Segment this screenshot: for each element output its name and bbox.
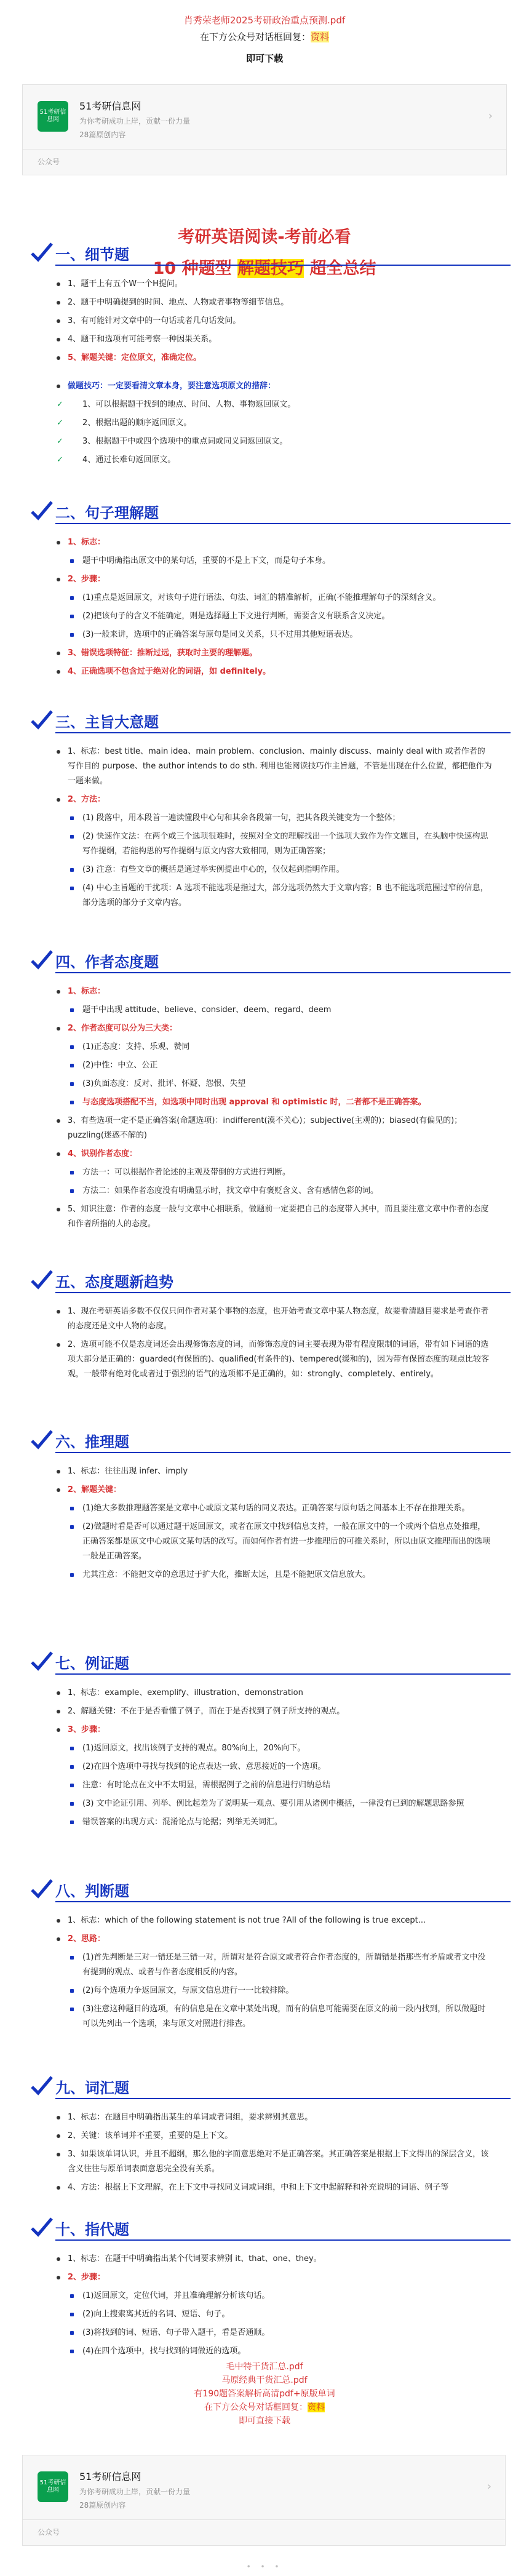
check-mark-icon <box>30 1267 54 1292</box>
list-item: (2)在四个选项中寻找与找到的论点表达一致、意思接近的一个选项。 <box>53 1760 492 1774</box>
list-item: 4、正确选项不包含过于绝对化的词语，如 definitely。 <box>53 664 492 679</box>
list-item: (2) 快速作文法：在两个或三个选项很难时，按照对全文的理解找出一个选项大致作为作文题目，在头脑中快速构思写作提纲，若能构思的写作提纲与原文内容大致相同，则为正确答案； <box>53 829 492 859</box>
check-mark-icon <box>30 947 54 972</box>
account-desc: 为你考研成功上岸，贡献一份力量 <box>79 117 191 126</box>
list-item: 2、选项可能不仅是态度词还会出现修饰态度的词，而修饰态度的词主要表现为带有程度限制的词语，带有如下词语的选项大部分是正确的：guarded(有保留的)、qualified(有条件的)、tempered(缓和的)，因为带有保留态度的观点比较客观，一般带有绝对化或者过于强烈的语气的选项都不是正确的，如：strongly、completely、entirely。 <box>53 1338 492 1382</box>
section-items <box>53 277 492 468</box>
list-item: 题干中明确指出原文中的某句话，重要的不是上下文，而是句子本身。 <box>53 554 492 568</box>
section-attitude <box>0 947 529 1235</box>
list-item: 2、方法： <box>53 792 492 807</box>
account-name: 51考研信息网 <box>79 100 141 112</box>
section-items <box>53 1686 492 1830</box>
chevron-right-icon: › <box>487 2480 491 2493</box>
chevron-right-icon: › <box>488 110 493 122</box>
list-item: 方法二：如果作者态度没有明确显示时，找文章中有褒贬含义、含有感情色彩的词。 <box>53 1184 492 1198</box>
tip-checklist <box>53 397 492 468</box>
check-mark-icon <box>30 1649 54 1673</box>
section-heading <box>30 2073 529 2098</box>
section-title: 一、细节题 <box>55 246 129 263</box>
account-name: 51考研信息网 <box>79 2471 141 2482</box>
list-item: 1、标志：which of the following statement is not true ?All of the following is true except... <box>53 1913 492 1928</box>
list-item: 1、题干上有五个W一个H提问。 <box>53 277 492 292</box>
list-item: 3、步骤： <box>53 1723 492 1737</box>
footer-download-text: 即可直接下载 <box>239 2416 290 2426</box>
list-item: 3、有些选项一定不是正确答案(命题选项)：indifferent(漠不关心)；subjective(主观的)；biased(有偏见的)；puzzling(迷惑不解的) <box>53 1114 492 1143</box>
section-underline <box>55 523 511 524</box>
check-icon: ✓ <box>57 437 63 446</box>
list-item: 2、作者态度可以分为三大类： <box>53 1021 492 1036</box>
section-title: 五、态度题新趋势 <box>55 1274 173 1291</box>
list-item: 2、解题关键： <box>53 1483 492 1497</box>
account-count: 28篇原创内容 <box>79 130 126 139</box>
section-inference <box>0 1427 529 1586</box>
section-heading <box>30 947 529 972</box>
list-item: (1)正态度：支持、乐观、赞同 <box>53 1040 492 1055</box>
title-part-c: 超全总结 <box>309 259 376 278</box>
section-title: 十、指代题 <box>55 2221 129 2238</box>
account-logo: 51考研信息网 <box>38 2471 68 2502</box>
account-desc: 为你考研成功上岸，贡献一份力量 <box>79 2487 191 2496</box>
list-item: (1)绝大多数推理题答案是文章中心或原文某句话的同义表达。正确答案与原句话之间基本上不存在推理关系。 <box>53 1501 492 1516</box>
list-item: (2)把该句子的含义不能确定，则是选择题上下文进行判断，需要含义有联系含义决定。 <box>53 609 492 624</box>
banner-keyword: 资料 <box>311 31 330 42</box>
account-type-label: 公众号 <box>38 158 60 166</box>
list-item: (1)返回原文，定位代词，并且准确理解分析该句话。 <box>53 2289 492 2303</box>
more-dots-icon[interactable]: • • • <box>246 2562 283 2571</box>
list-item: 1、现在考研英语多数不仅仅只问作者对某个事物的态度，也开始考查文章中某人物态度，故要看清题目要求是考查作者的态度还是文中人物的态度。 <box>53 1304 492 1334</box>
check-mark-icon <box>30 1876 54 1901</box>
list-item: 1、标志： <box>53 535 492 550</box>
check-mark-icon <box>30 2073 54 2098</box>
footer-link-1[interactable]: 毛中特干货汇总.pdf <box>226 2362 303 2372</box>
list-item: 2、解题关键：不在于是否看懂了例子，而在于是否找到了例子所支持的观点。 <box>53 1704 492 1719</box>
account-count: 28篇原创内容 <box>79 2501 126 2510</box>
list-item: (4) 中心主旨题的干扰项：A 选项不能选项是指过大，部分选项仍然大于文章内容；B 也不能选项范围过窄的信息，部分选项的部分子文章内容。 <box>53 881 492 911</box>
list-item: (2)每个选项力争返回原文，与原文信息进行一一比较排除。 <box>53 1984 492 1998</box>
check-item: ✓ 3、根据题干中或四个选项中的重点词或同义词返回原文。 <box>53 434 492 449</box>
banner-file-link[interactable]: 肖秀荣老师2025考研政治重点预测.pdf <box>183 15 346 26</box>
section-title: 九、词汇题 <box>55 2080 129 2097</box>
list-item: 错误答案的出现方式：混淆论点与论据；列举无关词汇。 <box>53 1815 492 1830</box>
section-underline <box>55 1452 511 1453</box>
check-mark-icon <box>30 240 54 265</box>
list-item: 注意：有时论点在文中不太明显，需根据例子之前的信息进行归纳总结 <box>53 1778 492 1793</box>
banner-download-text: 即可下载 <box>245 53 283 64</box>
check-icon: ✓ <box>57 400 63 409</box>
section-underline <box>55 1901 511 1902</box>
tip-title: 做题技巧：一定要看清文章本身，要注意选项原文的措辞： <box>53 379 492 394</box>
list-item: 1、标志：example、exemplify、illustration、demonstration <box>53 1686 492 1701</box>
list-item: 4、题干和选项有可能考察一种因果关系。 <box>53 332 492 347</box>
list-item: 1、标志：best title、main idea、main problem、conclusion、mainly discuss、mainly deal with 或者作者的写作目的 purpose、the author intends to do sth. 利用也能阅读技巧作主旨题，不管是出现在什么位置，都把他作为一题来做。 <box>53 744 492 789</box>
card-divider <box>23 149 506 150</box>
account-logo: 51考研信息网 <box>38 101 68 132</box>
list-item: (2)向上搜索离其近的名词、短语、句子。 <box>53 2307 492 2322</box>
check-item: ✓ 1、可以根据题干找到的地点、时间、人物、事物返回原文。 <box>53 397 492 412</box>
list-item: 尤其注意：不能把文章的意思过于扩大化，推断太远，且是不能把原文信息放大。 <box>53 1568 492 1582</box>
account-card[interactable] <box>22 84 507 175</box>
section-underline <box>55 1673 511 1675</box>
section-judgment <box>0 1876 529 2035</box>
list-item: 4、方法：根据上下文理解，在上下文中寻找同义词或词组，中和上下文中起解释和补充说明的词语、例子等 <box>53 2180 492 2195</box>
banner-instruction-text: 在下方公众号对话框回复： <box>199 31 311 42</box>
section-heading <box>30 708 529 732</box>
list-item: 3、如果该单词认识，并且不超纲，那么他的字面意思绝对不是正确答案。其正确答案是根据上下文得出的深层含义，该含义往往与原单词表面意思完全没有关系。 <box>53 2147 492 2177</box>
list-item: 4、识别作者态度： <box>53 1147 492 1162</box>
list-item: (3)一般来讲，选项中的正确答案与原句是同义关系，只不过用其他短语表达。 <box>53 628 492 642</box>
list-item: 与态度选项搭配不当，如选项中同时出现 approval 和 optimistic 时，二者都不是正确答案。 <box>53 1095 492 1110</box>
top-banner <box>0 0 529 65</box>
title-part-b: 解题技巧 <box>237 259 304 278</box>
footer-promo <box>0 2360 529 2428</box>
account-card-bottom[interactable] <box>22 2455 506 2546</box>
account-card-bottom-wrap <box>22 2455 506 2546</box>
section-detail <box>0 240 529 471</box>
section-heading <box>30 1876 529 1901</box>
section-heading <box>30 1427 529 1452</box>
check-mark-icon <box>30 1427 54 1452</box>
list-item: 1、标志： <box>53 984 492 999</box>
list-item: 1、标志：在题目中明确指出某生的单词或者词组，要求辨别其意思。 <box>53 2110 492 2125</box>
section-heading <box>30 240 529 265</box>
title-line-1: 考研英语阅读-考前必看 <box>178 228 351 247</box>
section-underline <box>55 1292 511 1293</box>
section-items <box>53 1913 492 2032</box>
list-item: (4)在四个选项中，找与找到的词做近的选项。 <box>53 2344 492 2359</box>
list-item: 题干中出现 attitude、believe、consider、deem、regard、deem <box>53 1003 492 1018</box>
list-item: 5、知识注意：作者的态度一般与文章中心相联系，做题前一定要把自己的态度带入其中，而且要注意文章中作者的态度和作者所指的人的态度。 <box>53 1202 492 1232</box>
check-icon: ✓ <box>57 418 63 428</box>
section-underline <box>55 2239 511 2241</box>
section-items <box>53 2252 492 2359</box>
list-item: (3)注意这种题目的选项，有的信息是在文章中某处出现，而有的信息可能需要在原文的前一段内找到，所以做题时可以先列出一个选项，来与原文对照进行排查。 <box>53 2002 492 2032</box>
account-type-label: 公众号 <box>38 2528 60 2537</box>
footer-link-2[interactable]: 马原经典干货汇总.pdf <box>221 2375 308 2385</box>
section-main-idea <box>0 708 529 914</box>
list-item: (2)中性：中立、公正 <box>53 1058 492 1073</box>
section-title: 四、作者态度题 <box>55 954 159 971</box>
list-item: (3) 文中论证引用、列举、例比起差为了说明某一观点、要引用从诸例中概括，一律没有已到的解题思路参照 <box>53 1796 492 1811</box>
section-vocabulary <box>0 2073 529 2199</box>
section-items <box>53 1464 492 1582</box>
list-item: 1、标志：在题干中明确指出某个代词要求辨别 it、that、one、they。 <box>53 2252 492 2267</box>
section-heading <box>30 2215 529 2239</box>
section-items <box>53 2110 492 2195</box>
list-item: (1)首先判断是三对一错还是三错一对，所谓对是符合原文或者符合作者态度的，所谓错是指那些有矛盾或者文中没有提到的观点、或者与作者态度相反的内容。 <box>53 1950 492 1980</box>
list-item: (3) 注意：有些文章的概括是通过举实例提出中心的，仅仅起到指明作用。 <box>53 863 492 877</box>
check-mark-icon <box>30 708 54 732</box>
section-example <box>0 1649 529 1833</box>
list-item: 2、步骤： <box>53 572 492 587</box>
footer-keyword: 资料 <box>308 2403 325 2412</box>
check-icon: ✓ <box>57 455 63 465</box>
section-underline <box>55 265 511 266</box>
section-sentence <box>0 498 529 683</box>
footer-link-3[interactable]: 有190题答案解析高清pdf+原版单词 <box>194 2389 335 2399</box>
check-item: ✓ 4、通过长难句返回原文。 <box>53 453 492 468</box>
list-item: 2、步骤： <box>53 2270 492 2285</box>
section-title: 三、主旨大意题 <box>55 714 159 731</box>
list-item: 3、错误选项特征：推断过远，获取时主要的理解题。 <box>53 646 492 661</box>
section-title: 二、句子理解题 <box>55 504 159 522</box>
check-item: ✓ 2、根据出题的顺序返回原文。 <box>53 416 492 431</box>
list-item: (1) 段落中，用本段首一遍读懂段中心句和其余各段第一句，把其各段关键变为一个整体； <box>53 811 492 826</box>
section-title: 七、例证题 <box>55 1655 129 1672</box>
section-items <box>53 744 492 911</box>
section-reference <box>0 2215 529 2363</box>
check-mark-icon <box>30 498 54 523</box>
list-item: (1)重点是返回原文，对该句子进行语法、句法、词汇的精准解析，正确(不能推理解句子的深刻含义。 <box>53 591 492 605</box>
section-heading <box>30 498 529 523</box>
list-item: 2、题干中明确提到的时间、地点、人物或者事物等细节信息。 <box>53 295 492 310</box>
section-underline <box>55 2098 511 2099</box>
footer-instruction: 在下方公众号对话框回复：资料 <box>204 2403 325 2412</box>
section-items <box>53 984 492 1232</box>
section-underline <box>55 972 511 973</box>
section-title: 六、推理题 <box>55 1434 129 1451</box>
banner-instruction <box>0 30 529 43</box>
list-item: 方法一：可以根据作者论述的主观及带倒的方式进行判断。 <box>53 1165 492 1180</box>
card-divider <box>23 2519 505 2520</box>
section-attitude-trend <box>0 1267 529 1386</box>
list-item: 2、关键：该单词并不重要，重要的是上下文。 <box>53 2129 492 2143</box>
list-item: (2)做题时看是否可以通过题干返回原文，或者在原文中找到信息支持，一般在原文中的一个或两个信息点处推理，正确答案都是原文中心或原文某句话的改写。而如何作者有进一步推理后的可推关系时，所以由原文推理而出的选项一般是正确答案。 <box>53 1520 492 1564</box>
list-item-key: 5、解题关键：定位原文，准确定位。 <box>53 351 492 365</box>
title-part-a: 10 种题型 <box>153 259 232 278</box>
section-items <box>53 1304 492 1382</box>
section-heading <box>30 1649 529 1673</box>
list-item: (3)负面态度：反对、批评、怀疑、怨恨、失望 <box>53 1077 492 1091</box>
section-underline <box>55 732 511 733</box>
check-mark-icon <box>30 2215 54 2239</box>
list-item: 3、有可能针对文章中的一句话或者几句话发问。 <box>53 314 492 329</box>
section-title: 八、判断题 <box>55 1883 129 1900</box>
list-item: 2、思路： <box>53 1932 492 1947</box>
section-heading <box>30 1267 529 1292</box>
section-items <box>53 535 492 679</box>
list-item: 1、标志：往往出现 infer、imply <box>53 1464 492 1479</box>
list-item: (1)返回原文，找出该例子支持的观点。80%向上，20%向下。 <box>53 1741 492 1756</box>
list-item: (3)将找到的词、短语、句子带入题干，看是否通顺。 <box>53 2326 492 2340</box>
